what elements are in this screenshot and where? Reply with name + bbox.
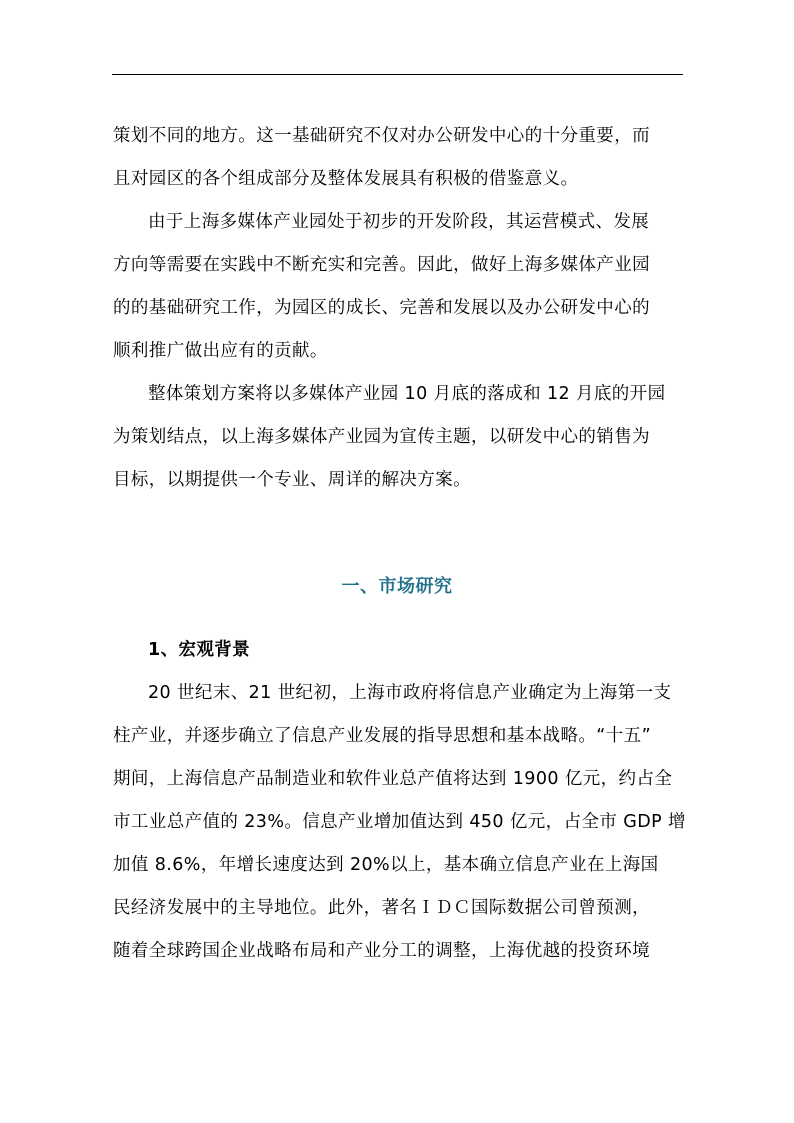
paragraph-line: 加值 8.6%，年增长速度达到 20%以上，基本确立信息产业在上海国 — [113, 855, 659, 875]
header-rule — [112, 74, 683, 75]
paragraph-line: 为策划结点，以上海多媒体产业园为宣传主题，以研发中心的销售为 — [113, 427, 650, 447]
paragraph-line: 整体策划方案将以多媒体产业园 10 月底的落成和 12 月底的开园 — [148, 384, 666, 404]
subsection-heading: 1、宏观背景 — [148, 640, 251, 660]
paragraph-line: 顺利推广做出应有的贡献。 — [113, 341, 328, 361]
paragraph-line: 柱产业，并逐步确立了信息产业发展的指导思想和基本战略。“十五” — [113, 726, 652, 746]
paragraph-line: 随着全球跨国企业战略布局和产业分工的调整，上海优越的投资环境 — [113, 941, 650, 961]
paragraph-line: 市工业总产值的 23%。信息产业增加值达到 450 亿元，占全市 GDP 增 — [113, 812, 686, 832]
paragraph-line: 20 世纪末、21 世纪初，上海市政府将信息产业确定为上海第一支 — [148, 683, 672, 703]
paragraph-line: 民经济发展中的主导地位。此外，著名ＩＤＣ国际数据公司曾预测， — [113, 898, 650, 918]
paragraph-line: 且对园区的各个组成部分及整体发展具有积极的借鉴意义。 — [113, 169, 579, 189]
paragraph-line: 期间，上海信息产品制造业和软件业总产值将达到 1900 亿元，约占全 — [113, 769, 673, 789]
paragraph-line: 由于上海多媒体产业园处于初步的开发阶段，其运营模式、发展 — [148, 212, 650, 232]
section-heading: 一、市场研究 — [341, 576, 453, 597]
paragraph-line: 目标，以期提供一个专业、周详的解决方案。 — [113, 470, 471, 490]
paragraph-line: 策划不同的地方。这一基础研究不仅对办公研发中心的十分重要，而 — [113, 126, 650, 146]
paragraph-line: 的的基础研究工作，为园区的成长、完善和发展以及办公研发中心的 — [113, 298, 650, 318]
paragraph-line: 方向等需要在实践中不断充实和完善。因此，做好上海多媒体产业园 — [113, 255, 650, 275]
